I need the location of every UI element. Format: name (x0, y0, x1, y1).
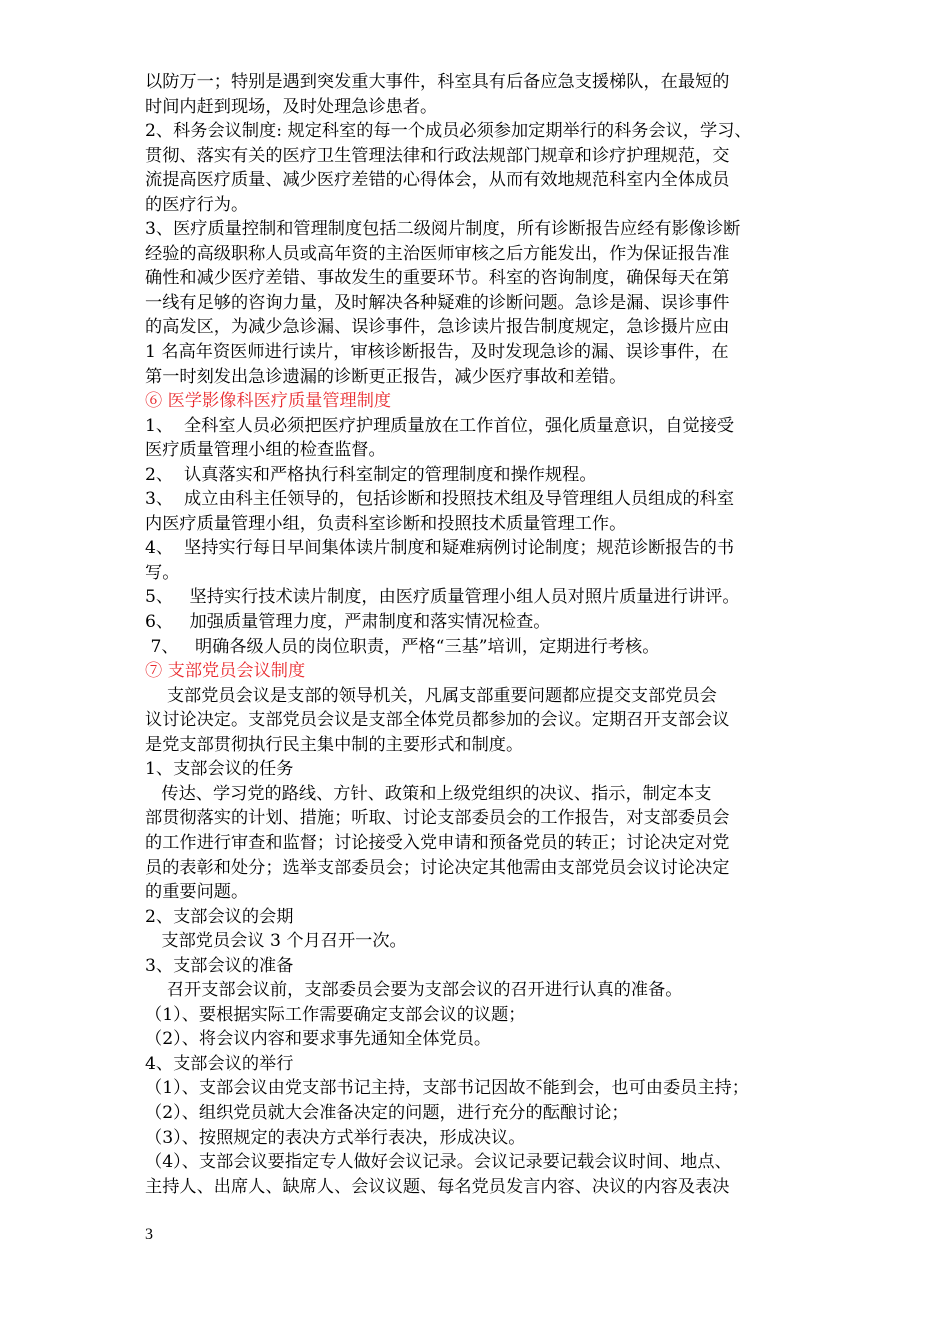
text-line: 的高发区，为减少急诊漏、误诊事件，急诊读片报告制度规定，急诊摄片应由 (145, 317, 730, 338)
text-line: 1 名高年资医师进行读片，审核诊断报告，及时发现急诊的漏、误诊事件，在 (145, 342, 729, 363)
text-line: 1、支部会议的任务 (145, 759, 294, 780)
text-line: 3、医疗质量控制和管理制度包括二级阅片制度，所有诊断报告应经有影像诊断 (145, 219, 741, 240)
text-line: 时间内赶到现场，及时处理急诊患者。 (145, 96, 438, 117)
text-line: 的医疗行为。 (145, 194, 249, 215)
text-line: 一线有足够的咨询力量，及时解决各种疑难的诊断问题。急诊是漏、误诊事件 (145, 292, 730, 313)
section-heading: ⑦ 支部党员会议制度 (145, 661, 306, 682)
text-line: 医疗质量管理小组的检查监督。 (145, 440, 386, 461)
text-line: 员的表彰和处分；选举支部委员会；讨论决定其他需由支部党员会议讨论决定 (145, 857, 730, 878)
text-line: 流提高医疗质量、减少医疗差错的心得体会，从而有效地规范科室内全体成员 (145, 170, 730, 191)
text-line: （1）、支部会议由党支部书记主持，支部书记因故不能到会，也可由委员主持； (145, 1078, 749, 1099)
text-line: （3）、按照规定的表决方式举行表决，形成决议。 (145, 1127, 526, 1148)
text-line: 贯彻、落实有关的医疗卫生管理法律和行政法规部门规章和诊疗护理规范，交 (145, 145, 730, 166)
text-line: 第一时刻发出急诊遗漏的诊断更正报告，减少医疗事故和差错。 (145, 366, 627, 387)
text-line: 4、 坚持实行每日早间集体读片制度和疑难病例讨论制度；规范诊断报告的书 (145, 538, 735, 559)
text-line: 写。 (145, 562, 180, 583)
text-line: （1）、要根据实际工作需要确定支部会议的议题； (145, 1004, 526, 1025)
text-line: 支部党员会议 3 个月召开一次。 (145, 931, 407, 952)
text-line: 7、 明确各级人员的岗位职责，严格“三基”培训，定期进行考核。 (145, 636, 660, 657)
text-line: 5、 坚持实行技术读片制度，由医疗质量管理小组人员对照片质量进行讲评。 (145, 587, 740, 608)
text-line: 支部党员会议是支部的领导机关，凡属支部重要问题都应提交支部党员会 (145, 685, 717, 706)
text-line: 以防万一；特别是遇到突发重大事件，科室具有后备应急支援梯队，在最短的 (145, 72, 730, 92)
text-line: 确性和减少医疗差错、事故发生的重要环节。科室的咨询制度，确保每天在第 (145, 268, 730, 289)
text-line: （2）、组织党员就大会准备决定的问题，进行充分的酝酿讨论； (145, 1102, 629, 1123)
text-line: 3、 成立由科主任领导的，包括诊断和投照技术组及导管理组人员组成的科室 (145, 489, 735, 510)
document-body (145, 70, 825, 1199)
text-line: 2、科务会议制度: 规定科室的每一个成员必须参加定期举行的科务会议，学习、 (145, 121, 752, 142)
text-line: 的重要问题。 (145, 882, 249, 903)
text-line: 部贯彻落实的计划、措施；听取、讨论支部委员会的工作报告，对支部委员会 (145, 808, 730, 829)
text-line: 议讨论决定。支部党员会议是支部全体党员都参加的会议。定期召开支部会议 (145, 710, 730, 731)
text-line: （4）、支部会议要指定专人做好会议记录。会议记录要记载会议时间、地点、 (145, 1152, 732, 1173)
text-line: 经验的高级职称人员或高年资的主治医师审核之后方能发出，作为保证报告准 (145, 243, 730, 264)
text-line: 的工作进行审查和监督；讨论接受入党申请和预备党员的转正；讨论决定对党 (145, 832, 730, 853)
text-line: 4、支部会议的举行 (145, 1053, 294, 1074)
text-line: 3、支部会议的准备 (145, 955, 294, 976)
section-heading: ⑥ 医学影像科医疗质量管理制度 (145, 391, 392, 412)
text-line: 传达、学习党的路线、方针、政策和上级党组织的决议、指示，制定本支 (145, 783, 712, 804)
text-line: 内医疗质量管理小组，负责科室诊断和投照技术质量管理工作。 (145, 513, 627, 534)
text-line: 是党支部贯彻执行民主集中制的主要形式和制度。 (145, 734, 524, 755)
text-line: 召开支部会议前，支部委员会要为支部会议的召开进行认真的准备。 (145, 980, 683, 1001)
text-line: 主持人、出席人、缺席人、会议议题、每名党员发言内容、决议的内容及表决 (145, 1176, 730, 1197)
page-number: 3 (145, 1226, 153, 1243)
text-line: （2）、将会议内容和要求事先通知全体党员。 (145, 1029, 492, 1050)
text-line: 2、支部会议的会期 (145, 906, 294, 927)
text-line: 2、 认真落实和严格执行科室制定的管理制度和操作规程。 (145, 464, 597, 485)
text-line: 1、 全科室人员必须把医疗护理质量放在工作首位，强化质量意识，自觉接受 (145, 415, 735, 436)
text-line: 6、 加强质量管理力度，严肃制度和落实情况检查。 (145, 612, 551, 633)
